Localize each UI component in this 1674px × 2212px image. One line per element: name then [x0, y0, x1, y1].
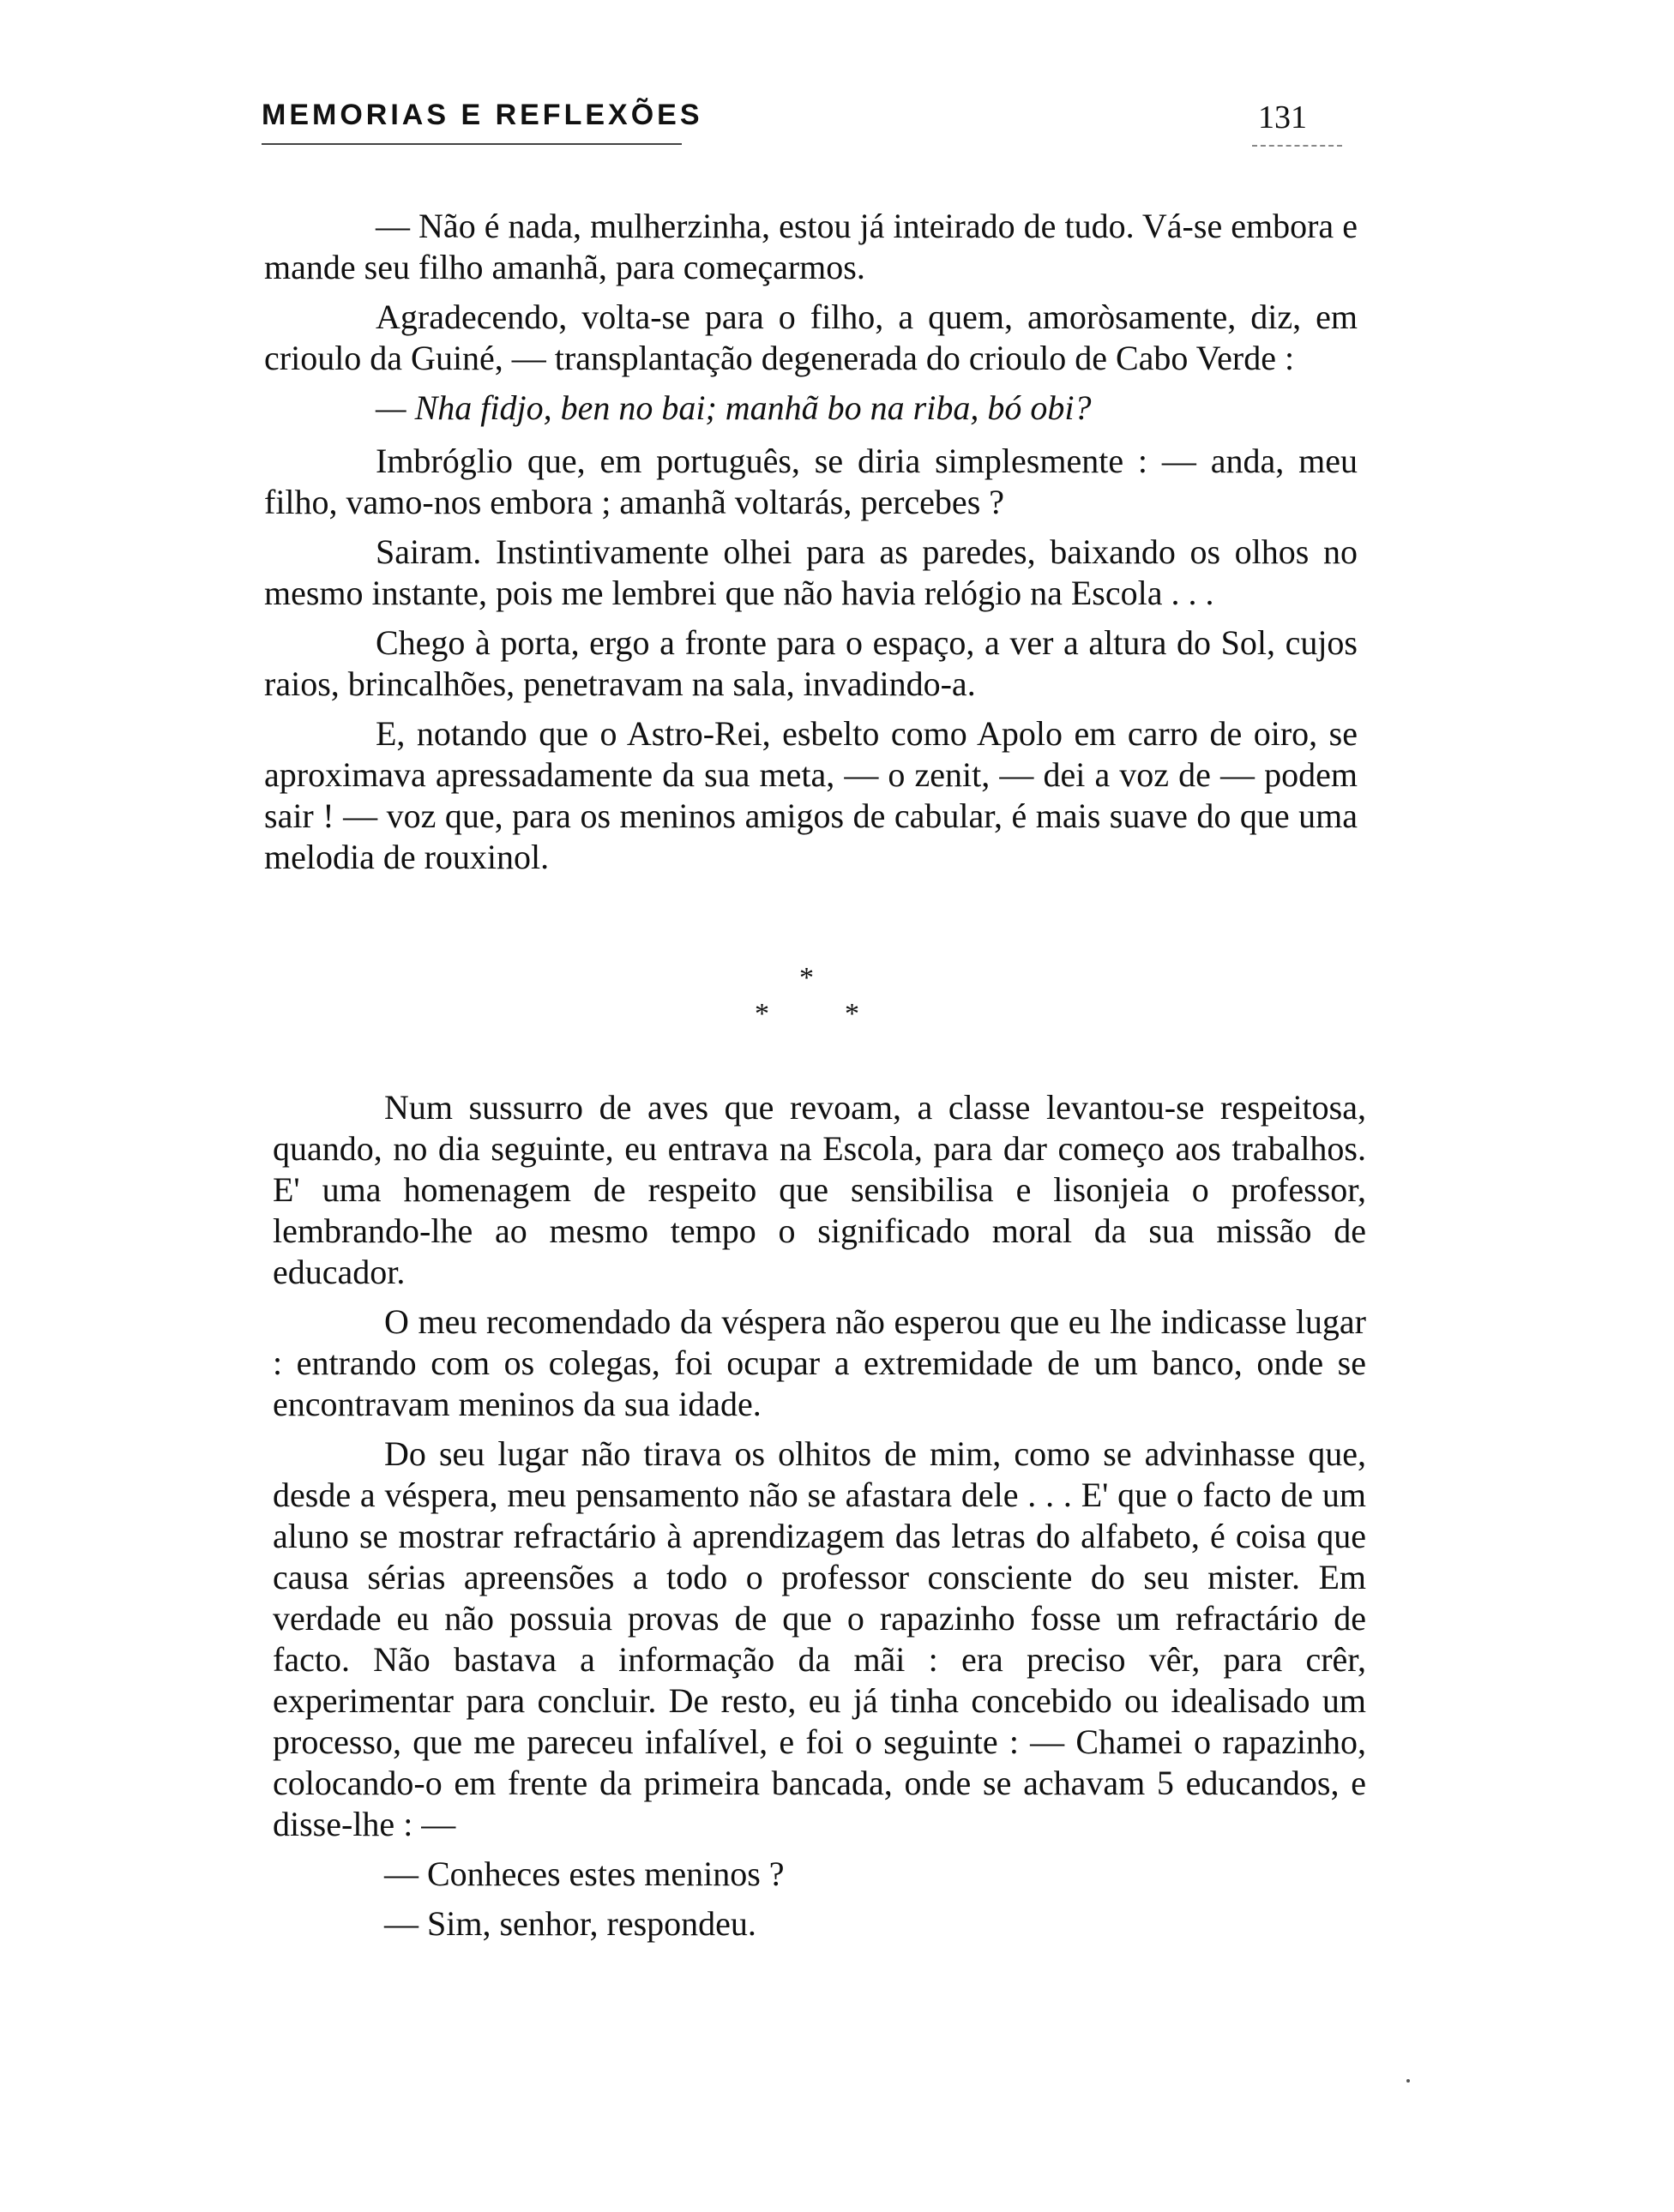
page-number-rule	[1252, 145, 1342, 147]
dialogue-line: — Conheces estes meninos ?	[384, 1854, 785, 1893]
paragraph: Imbróglio que, em português, se diria simplesmente : — anda, meu filho, vamo-nos embora ; amanhã voltarás, percebes ?	[264, 442, 1358, 521]
paragraph: O meu recomendado da véspera não esperou que eu lhe indicasse lugar : entrando com os colegas, foi ocupar a extremidade de um banco, onde se encontravam meninos da sua idade.	[273, 1302, 1366, 1423]
asterisk-icon: *	[755, 998, 769, 1030]
running-title: MEMORIAS E REFLEXÕES	[262, 99, 703, 131]
paragraph: — Não é nada, mulherzinha, estou já inteirado de tudo. Vá-se embora e mande seu filho amanhã, para começarmos.	[264, 207, 1358, 286]
page-number: 131	[1258, 99, 1307, 135]
asterisk-icon: *	[845, 998, 859, 1030]
crioulo-quote: — Nha fidjo, ben no bai; manhã bo na riba, bó obi?	[376, 388, 1092, 427]
paragraph: Sairam. Instintivamente olhei para as paredes, baixando os olhos no mesmo instante, pois me lembrei que não havia relógio na Escola . . .	[264, 532, 1358, 612]
paragraph: Agradecendo, volta-se para o filho, a quem, amoròsamente, diz, em crioulo da Guiné, — transplantação degenerada do crioulo de Cabo Verde :	[264, 298, 1358, 377]
asterisk-icon: *	[799, 962, 814, 994]
paragraph: Chego à porta, ergo a fronte para o espaço, a ver a altura do Sol, cujos raios, brincalhões, penetravam na sala, invadindo-a.	[264, 623, 1358, 703]
header-rule	[262, 143, 682, 145]
speck-mark	[1406, 2079, 1410, 2083]
text-block-lower	[273, 1087, 1366, 1953]
page-header	[262, 99, 1346, 150]
paragraph: Do seu lugar não tirava os olhitos de mim, como se advinhasse que, desde a véspera, meu pensamento não se afastara dele . . . E' que o facto de um aluno se mostrar refractário à aprendizagem das letras do alfabeto, é coisa que causa sérias apreensões a todo o professor consciente do seu mister. Em verdade eu não possuia provas de que o rapazinho fosse um refractário de facto. Não bastava a informação da mãi : era preciso vêr, para crêr, experimentar para concluir. De resto, eu já tinha concebido ou idealisado um processo, que me pareceu infalível, e foi o seguinte : — Chamei o rapazinho, colocando-o em frente da primeira bancada, onde se achavam 5 educandos, e disse-lhe : —	[273, 1434, 1366, 1843]
dialogue-line: — Sim, senhor, respondeu.	[384, 1904, 756, 1943]
section-divider-asterism	[738, 962, 875, 1039]
paragraph: Num sussurro de aves que revoam, a classe levantou-se respeitosa, quando, no dia seguinte, eu entrava na Escola, para dar começo aos trabalhos. E' uma homenagem de respeito que sensibilisa e lisonjeia o professor, lembrando-lhe ao mesmo tempo o significado moral da sua missão de educador.	[273, 1088, 1366, 1291]
text-block-upper	[264, 206, 1358, 887]
paragraph: E, notando que o Astro-Rei, esbelto como Apolo em carro de oiro, se aproximava apressadamente da sua meta, — o zenit, — dei a voz de — podem sair ! — voz que, para os meninos amigos de cabular, é mais suave do que uma melodia de rouxinol.	[264, 714, 1358, 876]
